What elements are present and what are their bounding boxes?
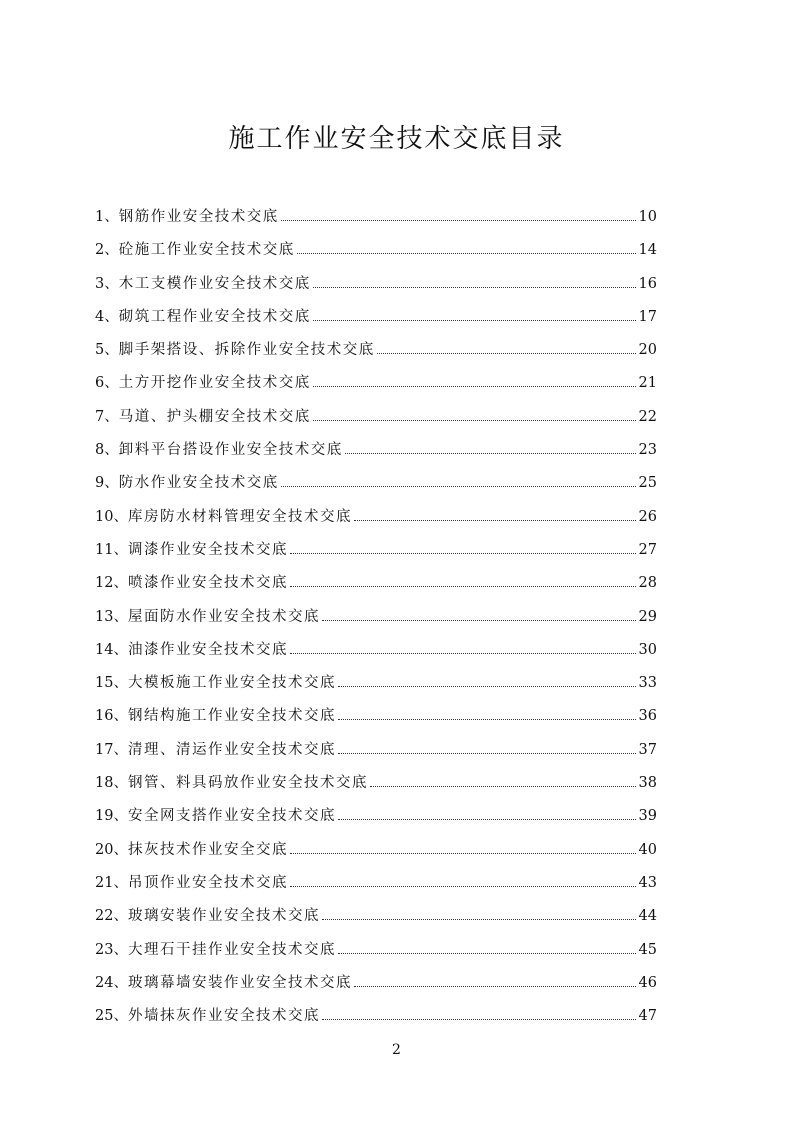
toc-entry-label: 安全网支搭作业安全技术交底 xyxy=(127,808,336,825)
toc-entry[interactable] xyxy=(95,871,657,904)
toc-dot-leader xyxy=(338,819,636,820)
toc-entry[interactable] xyxy=(95,838,657,871)
toc-entry-number: 4 xyxy=(95,308,105,325)
toc-dot-leader xyxy=(290,653,636,654)
toc-entry-number: 9 xyxy=(95,475,105,492)
toc-dot-leader xyxy=(377,353,636,354)
toc-entry-separator: 、 xyxy=(104,375,119,392)
toc-entry-number: 18 xyxy=(95,775,114,792)
toc-entry-number: 3 xyxy=(95,275,105,292)
toc-entry-page: 20 xyxy=(638,342,657,359)
toc-entry-number: 13 xyxy=(95,608,114,625)
toc-dot-leader xyxy=(345,453,636,454)
toc-entry-number: 21 xyxy=(95,874,114,891)
toc-entry-separator: 、 xyxy=(113,941,128,958)
toc-entry-separator: 、 xyxy=(113,508,128,525)
toc-entry-label: 卸料平台搭设作业安全技术交底 xyxy=(118,442,343,459)
toc-entry-label: 玻璃幕墙安装作业安全技术交底 xyxy=(127,974,352,991)
toc-entry-page: 26 xyxy=(638,508,657,525)
toc-entry[interactable] xyxy=(95,238,657,271)
toc-entry-page: 30 xyxy=(638,641,657,658)
toc-dot-leader xyxy=(290,553,636,554)
toc-entry-number: 14 xyxy=(95,641,114,658)
toc-entry-number: 24 xyxy=(95,974,114,991)
toc-entry-separator: 、 xyxy=(104,475,119,492)
toc-entry-separator: 、 xyxy=(113,841,128,858)
toc-entry-label: 马道、护头棚安全技术交底 xyxy=(118,408,311,425)
toc-entry-page: 21 xyxy=(638,375,657,392)
toc-entry-page: 23 xyxy=(638,442,657,459)
toc-entry[interactable] xyxy=(95,305,657,338)
toc-entry-page: 44 xyxy=(638,908,657,925)
toc-entry-number: 1 xyxy=(95,209,105,225)
toc-entry-page: 40 xyxy=(638,841,657,858)
toc-entry-number: 20 xyxy=(95,841,114,858)
toc-entry[interactable] xyxy=(95,538,657,571)
toc-entry-page: 33 xyxy=(638,675,657,692)
toc-entry[interactable] xyxy=(95,371,657,404)
table-of-contents xyxy=(95,205,657,1037)
toc-entry-number: 12 xyxy=(95,575,114,592)
toc-entry[interactable] xyxy=(95,505,657,538)
toc-entry[interactable] xyxy=(95,638,657,671)
toc-dot-leader xyxy=(313,287,636,288)
toc-entry-page: 43 xyxy=(638,874,657,891)
toc-entry-separator: 、 xyxy=(104,342,119,359)
toc-entry-label: 大模板施工作业安全技术交底 xyxy=(127,675,336,692)
toc-entry-separator: 、 xyxy=(113,908,128,925)
toc-entry-separator: 、 xyxy=(104,408,119,425)
toc-dot-leader xyxy=(338,953,636,954)
toc-entry-label: 钢筋作业安全技术交底 xyxy=(118,209,279,225)
toc-entry-separator: 、 xyxy=(113,808,128,825)
toc-dot-leader xyxy=(290,853,636,854)
toc-entry-page: 46 xyxy=(638,974,657,991)
toc-entry-separator: 、 xyxy=(113,541,128,558)
toc-dot-leader xyxy=(290,586,636,587)
toc-entry-page: 29 xyxy=(638,608,657,625)
toc-dot-leader xyxy=(322,1019,636,1020)
toc-dot-leader xyxy=(354,520,636,521)
toc-entry-label: 吊顶作业安全技术交底 xyxy=(127,874,288,891)
toc-entry-label: 防水作业安全技术交底 xyxy=(118,475,279,492)
toc-entry-number: 16 xyxy=(95,708,114,725)
toc-entry-separator: 、 xyxy=(113,874,128,891)
toc-dot-leader xyxy=(354,986,636,987)
toc-dot-leader xyxy=(281,220,636,221)
toc-entry[interactable] xyxy=(95,904,657,937)
toc-entry[interactable] xyxy=(95,1004,657,1037)
toc-entry[interactable] xyxy=(95,971,657,1004)
toc-entry-label: 脚手架搭设、拆除作业安全技术交底 xyxy=(118,342,375,359)
toc-entry[interactable] xyxy=(95,605,657,638)
toc-entry-number: 15 xyxy=(95,675,114,692)
toc-entry-label: 外墙抹灰作业安全技术交底 xyxy=(127,1008,320,1025)
toc-entry[interactable] xyxy=(95,571,657,604)
toc-entry-number: 5 xyxy=(95,342,105,359)
toc-entry-page: 25 xyxy=(638,475,657,492)
toc-entry-page: 14 xyxy=(638,242,657,259)
toc-entry-separator: 、 xyxy=(104,275,119,292)
toc-entry-separator: 、 xyxy=(113,575,128,592)
toc-entry-separator: 、 xyxy=(113,641,128,658)
toc-entry-label: 喷漆作业安全技术交底 xyxy=(127,575,288,592)
toc-entry[interactable] xyxy=(95,804,657,837)
toc-entry-separator: 、 xyxy=(104,308,119,325)
toc-entry-separator: 、 xyxy=(113,1008,128,1025)
toc-entry-number: 19 xyxy=(95,808,114,825)
toc-entry-page: 16 xyxy=(638,275,657,292)
toc-entry-page: 39 xyxy=(638,808,657,825)
toc-entry-separator: 、 xyxy=(113,708,128,725)
toc-entry[interactable] xyxy=(95,704,657,737)
toc-entry-label: 土方开挖作业安全技术交底 xyxy=(118,375,311,392)
toc-entry-number: 23 xyxy=(95,941,114,958)
toc-entry-number: 22 xyxy=(95,908,114,925)
document-title: 施工作业安全技术交底目录 xyxy=(228,124,565,154)
toc-dot-leader xyxy=(370,786,636,787)
toc-entry-number: 2 xyxy=(95,242,105,259)
toc-dot-leader xyxy=(297,253,636,254)
toc-dot-leader xyxy=(322,620,636,621)
toc-entry[interactable] xyxy=(95,671,657,704)
toc-entry-page: 38 xyxy=(638,775,657,792)
toc-entry-number: 11 xyxy=(95,541,114,558)
toc-entry-page: 28 xyxy=(638,575,657,592)
toc-entry-separator: 、 xyxy=(104,209,119,225)
toc-entry[interactable] xyxy=(95,272,657,305)
toc-entry-separator: 、 xyxy=(113,974,128,991)
toc-dot-leader xyxy=(338,686,636,687)
toc-entry-number: 8 xyxy=(95,442,105,459)
toc-dot-leader xyxy=(313,386,636,387)
toc-dot-leader xyxy=(338,719,636,720)
toc-entry-label: 油漆作业安全技术交底 xyxy=(127,641,288,658)
toc-entry-page: 22 xyxy=(638,408,657,425)
toc-entry-page: 36 xyxy=(638,708,657,725)
toc-entry-number: 25 xyxy=(95,1008,114,1025)
toc-entry-page: 10 xyxy=(638,209,657,225)
toc-entry-separator: 、 xyxy=(104,242,119,259)
toc-entry[interactable] xyxy=(95,738,657,771)
toc-entry-page: 27 xyxy=(638,541,657,558)
toc-dot-leader xyxy=(313,420,636,421)
toc-entry-label: 钢结构施工作业安全技术交底 xyxy=(127,708,336,725)
toc-entry-label: 木工支模作业安全技术交底 xyxy=(118,275,311,292)
toc-entry-separator: 、 xyxy=(104,442,119,459)
toc-entry-page: 47 xyxy=(638,1008,657,1025)
toc-entry-label: 大理石干挂作业安全技术交底 xyxy=(127,941,336,958)
page-number: 2 xyxy=(392,1042,401,1058)
toc-dot-leader xyxy=(290,886,636,887)
toc-entry-number: 7 xyxy=(95,408,105,425)
toc-entry-page: 45 xyxy=(638,941,657,958)
toc-entry[interactable] xyxy=(95,205,657,238)
toc-entry[interactable] xyxy=(95,771,657,804)
toc-entry-number: 17 xyxy=(95,741,114,758)
toc-entry[interactable] xyxy=(95,471,657,504)
toc-entry-label: 屋面防水作业安全技术交底 xyxy=(127,608,320,625)
toc-dot-leader xyxy=(281,486,636,487)
toc-entry-page: 37 xyxy=(638,741,657,758)
toc-entry[interactable] xyxy=(95,405,657,438)
toc-dot-leader xyxy=(322,919,636,920)
toc-dot-leader xyxy=(313,320,636,321)
toc-entry-separator: 、 xyxy=(113,608,128,625)
toc-dot-leader xyxy=(338,753,636,754)
toc-entry-label: 钢管、料具码放作业安全技术交底 xyxy=(127,775,368,792)
toc-entry[interactable] xyxy=(95,338,657,371)
toc-entry[interactable] xyxy=(95,438,657,471)
toc-entry-separator: 、 xyxy=(113,741,128,758)
toc-entry-page: 17 xyxy=(638,308,657,325)
toc-entry-label: 砌筑工程作业安全技术交底 xyxy=(118,308,311,325)
toc-entry-label: 抹灰技术作业安全交底 xyxy=(127,841,288,858)
toc-entry-separator: 、 xyxy=(113,775,128,792)
toc-entry-separator: 、 xyxy=(113,675,128,692)
toc-entry-label: 砼施工作业安全技术交底 xyxy=(118,242,295,259)
toc-entry[interactable] xyxy=(95,938,657,971)
toc-entry-label: 清理、清运作业安全技术交底 xyxy=(127,741,336,758)
toc-entry-label: 调漆作业安全技术交底 xyxy=(127,541,288,558)
toc-entry-number: 6 xyxy=(95,375,105,392)
toc-entry-label: 玻璃安装作业安全技术交底 xyxy=(127,908,320,925)
toc-entry-label: 库房防水材料管理安全技术交底 xyxy=(127,508,352,525)
toc-entry-number: 10 xyxy=(95,508,114,525)
